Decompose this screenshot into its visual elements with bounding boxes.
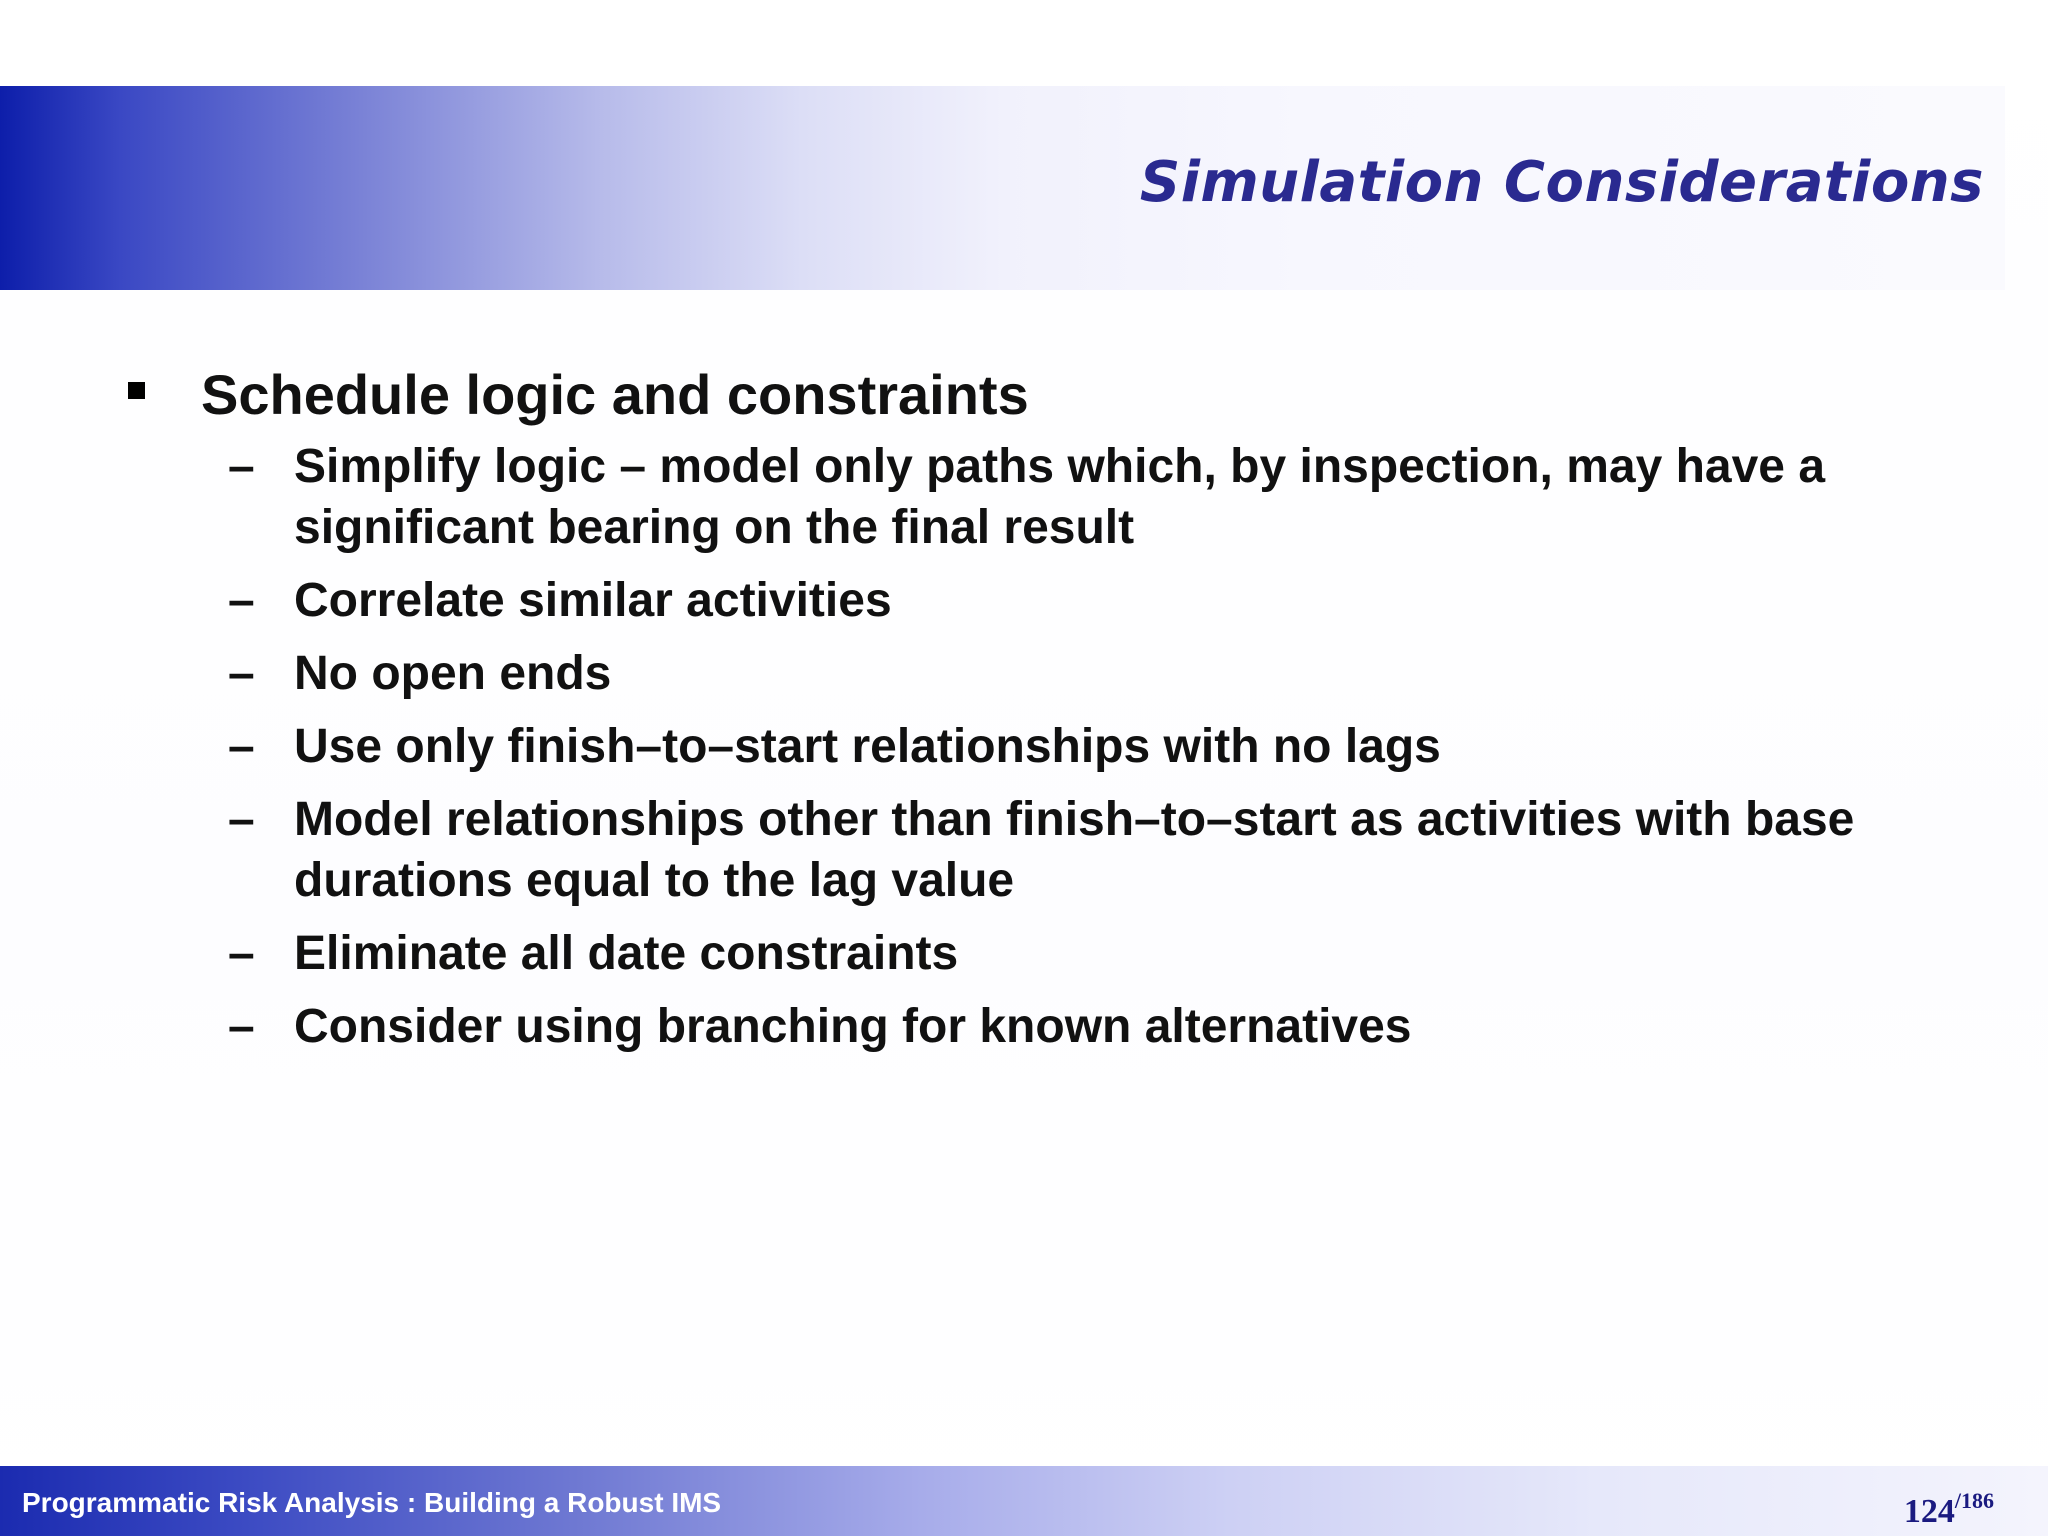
dash-bullet-icon: – [228, 720, 255, 773]
dash-bullet-icon: – [228, 793, 255, 846]
page-current: 124 [1903, 1493, 1955, 1530]
sub-bullet-text: Eliminate all date constraints [294, 927, 959, 980]
sub-bullet-item [224, 643, 1968, 704]
dash-bullet-icon: – [228, 440, 255, 493]
sub-bullet-text: Use only finish–to–start relationships with no lags [294, 720, 1441, 773]
sub-bullet-text: Model relationships other than finish–to–start as activities with base durations equal to the lag value [294, 793, 1855, 907]
dash-bullet-icon: – [228, 927, 255, 980]
sub-bullet-item [224, 789, 1968, 911]
dash-bullet-icon: – [228, 647, 255, 700]
sub-bullet-item [224, 436, 1968, 558]
page-total: /186 [1954, 1488, 1994, 1513]
sub-bullet-text: Simplify logic – model only paths which, by inspection, may have a significant bearing on the final result [294, 440, 1826, 554]
bullet-heading: Schedule logic and constraints [201, 363, 1029, 426]
sub-bullet-item [224, 923, 1968, 984]
dash-bullet-icon: – [228, 1000, 255, 1053]
sub-bullet-item [224, 716, 1968, 777]
sub-bullet-text: No open ends [294, 647, 612, 700]
page-number [1904, 1488, 1994, 1531]
square-bullet-icon [128, 382, 145, 399]
sub-bullet-item [224, 570, 1968, 631]
sub-bullet-item [224, 996, 1968, 1057]
footer-title: Programmatic Risk Analysis : Building a Robust IMS [22, 1487, 722, 1518]
sub-bullet-text: Consider using branching for known alternatives [294, 1000, 1412, 1053]
bullet-level-1 [128, 362, 1968, 428]
sub-bullet-text: Correlate similar activities [294, 574, 892, 627]
dash-bullet-icon: – [228, 574, 255, 627]
slide-title: Simulation Considerations [1139, 150, 1984, 215]
sub-bullet-list [128, 436, 1968, 1057]
slide-content [128, 362, 1968, 1069]
